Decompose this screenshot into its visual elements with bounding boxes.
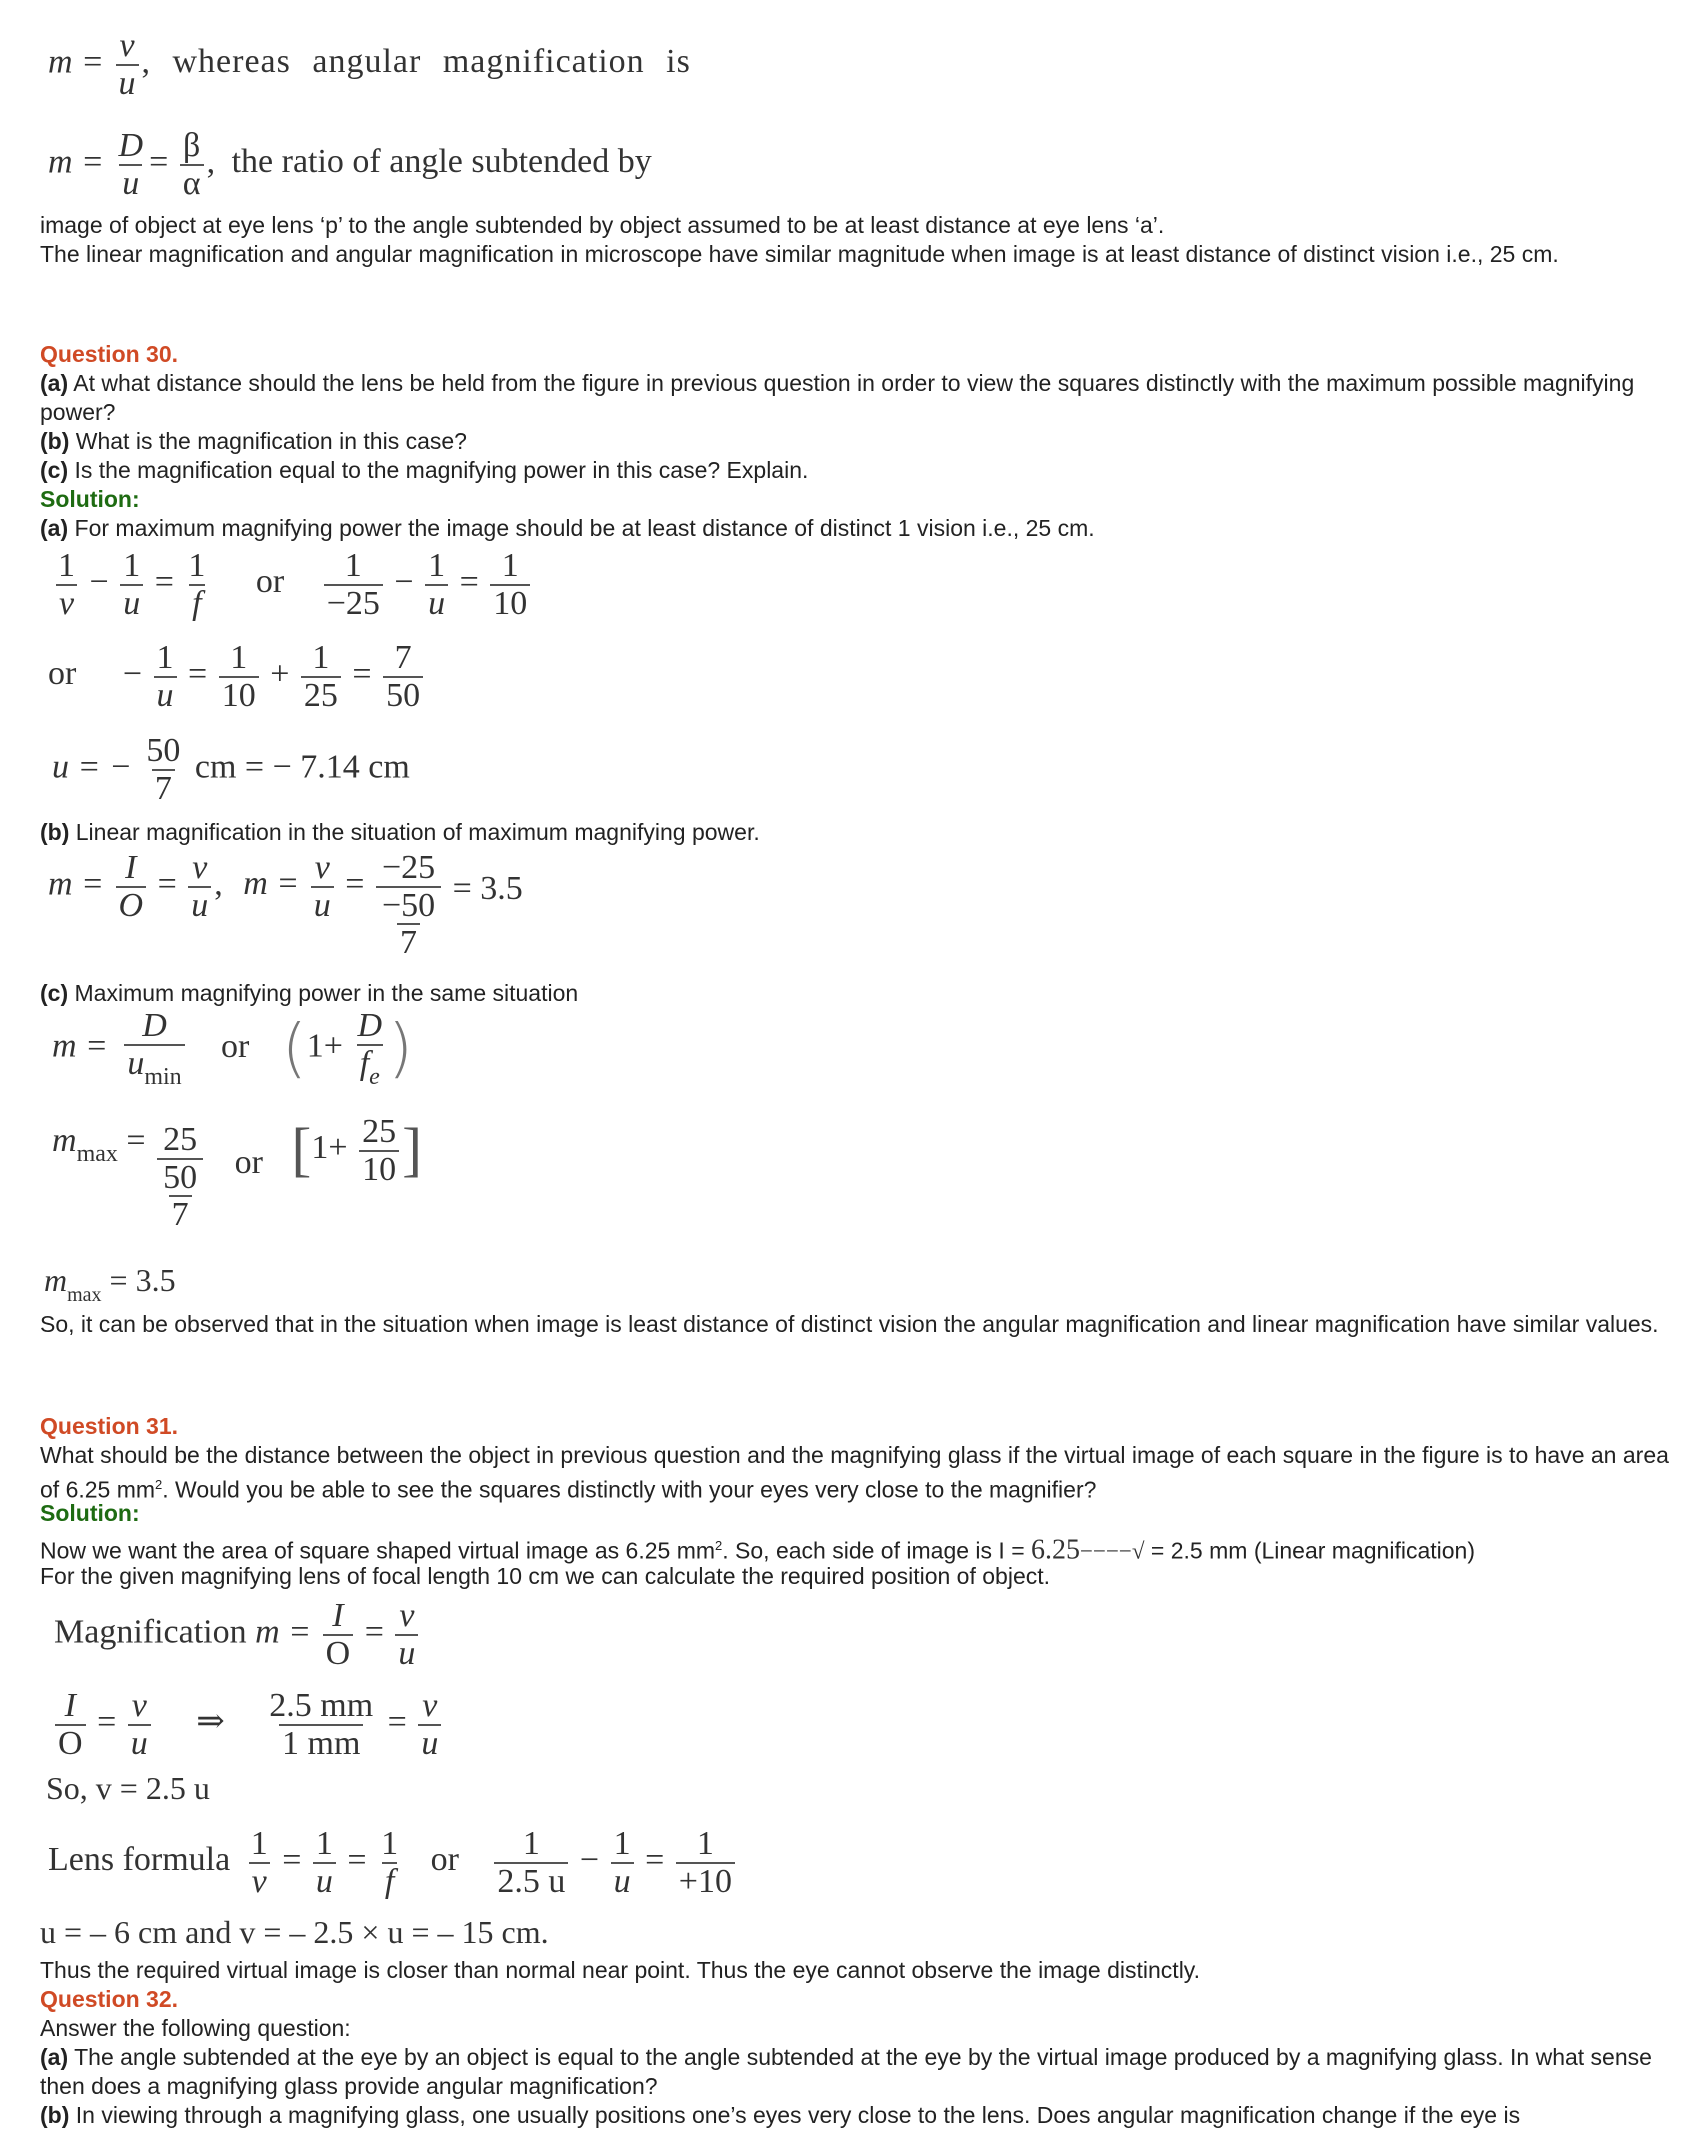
fraction: $\frac{D}{u}$ xyxy=(118,127,144,202)
lens-formula-equation: $\frac{1}{v}$ − $\frac{1}{u}$ = $\frac{1}{f}$ or $\frac{1}{-25}$ − $\frac{1}{u}$ = $\frac{1}{10}$ xyxy=(52,548,533,621)
v-equals-equation: So, v = 2.5 u xyxy=(46,1770,210,1806)
question-31-solution-line-2: For the given magnifying lens of focal length 10 cm we can calculate the required position of object. xyxy=(40,1563,1051,1589)
intro-formula-linear-magnification: m = $\frac{v}{u}$ , whereas angular magnification is xyxy=(48,27,691,102)
question-32-intro: Answer the following question: xyxy=(40,2015,351,2041)
question-30-solution-b: (b) Linear magnification in the situation of maximum magnifying power. xyxy=(40,819,760,845)
question-30-solution-a: (a) For maximum magnifying power the image should be at least distance of distinct 1 vision i.e., 25 cm. xyxy=(40,515,1095,541)
lens-formula-q31: Lens formula $\frac{1}{v}$ = $\frac{1}{u}$ = $\frac{1}{f}$ or $\frac{1}{2.5 u}$ − $\frac{1}{u}$ = $\frac{1}{+10}$ xyxy=(48,1826,738,1899)
question-31-solution-line-1: Now we want the area of square shaped virtual image as 6.25 $mm^2$. So, each side of image is I = 6.25−−−−√ = 2.5 mm (Linear magnification) xyxy=(40,1534,1475,1566)
max-magnification-result: $m_{max} = 3.5$ xyxy=(44,1262,176,1306)
question-30-solution-c: (c) Maximum magnifying power in the same situation xyxy=(40,980,579,1006)
u-result-equation: u = − $\frac{50}{7}$ cm = − 7.14 cm xyxy=(52,732,410,807)
question-32-part-a: (a) The angle subtended at the eye by an object is equal to the angle subtended at the eye by the virtual image produced by a magnifying glass. In what sense then does a magnifying glass provide angular magnification? xyxy=(40,2044,1652,2099)
question-31-conclusion: Thus the required virtual image is closer than normal near point. Thus the eye cannot observe the image distinctly. xyxy=(40,1957,1200,1983)
question-31-solution-heading: Solution: xyxy=(40,1500,140,1526)
magnifying-power-formula: m = $\frac{D}{u_{min}}$ or (1+ $\frac{D}{f_e}$ ) xyxy=(52,1007,414,1090)
question-30-part-a: (a) At what distance should the lens be held from the figure in previous question in order to view the squares distinctly with the maximum possible magnifying power? xyxy=(40,370,1635,425)
question-32-part-b: (b) In viewing through a magnifying glass, one usually positions one’s eyes very close to the lens. Does angular magnification change if the eye is xyxy=(40,2102,1521,2128)
u-v-result: u = – 6 cm and v = – 2.5 × u = – 15 cm. xyxy=(40,1914,549,1950)
question-31-heading: Question 31. xyxy=(40,1413,179,1439)
fraction: $\frac{\beta}{\alpha}$ xyxy=(180,128,204,201)
question-30-part-c: (c) Is the magnification equal to the magnifying power in this case? Explain. xyxy=(40,457,809,483)
question-31-text: What should be the distance between the object in previous question and the magnifying glass if the virtual image of each square in the figure is to have an area of 6.25 $mm^2$. Would you be able to see the squares distinctly with your eyes very close to the magnifier? xyxy=(40,1442,1669,1503)
fraction: $\frac{v}{u}$ xyxy=(116,28,139,101)
question-30-conclusion: So, it can be observed that in the situation when image is least distance of distinct vision the angular magnification and linear magnification have similar values. xyxy=(40,1311,1659,1337)
question-32-heading: Question 32. xyxy=(40,1986,179,2012)
question-30-heading: Question 30. xyxy=(40,341,179,367)
magnification-definition: Magnification m = $\frac{I}{O}$ = $\frac{v}{u}$ xyxy=(54,1598,421,1671)
solve-u-equation: or − $\frac{1}{u}$ = $\frac{1}{10}$ + $\frac{1}{25}$ = $\frac{7}{50}$ xyxy=(48,640,426,713)
question-30-part-b: (b) What is the magnification in this case? xyxy=(40,428,467,454)
image-ratio-equation: $\frac{I}{O}$ = $\frac{v}{u}$ ⇒ $\frac{2.5 mm}{1 mm}$ = $\frac{v}{u}$ xyxy=(52,1688,444,1761)
question-30-solution-heading: Solution: xyxy=(40,486,140,512)
intro-paragraph-1: image of object at eye lens ‘p’ to the angle subtended by object assumed to be at least distance at eye lens ‘a’. xyxy=(40,212,1165,238)
intro-formula-angular-magnification: m = $\frac{D}{u}$ = $\frac{\beta}{\alpha}$ , the ratio of angle subtended by xyxy=(48,127,652,202)
max-magnification-substitution: $m_{max}$ = $\frac{25}{\frac{50}{7}}$ or [1+ $\frac{25}{10}$ ] xyxy=(52,1113,423,1234)
intro-paragraph-2: The linear magnification and angular magnification in microscope have similar magnitude when image is at least distance of distinct vision i.e., 25 cm. xyxy=(40,241,1559,267)
linear-magnification-equation: m = $\frac{I}{O}$ = $\frac{v}{u}$ , m = $\frac{v}{u}$ = $\frac{-25}{\frac{-50}{7}}$ = 3.5 xyxy=(48,849,523,962)
